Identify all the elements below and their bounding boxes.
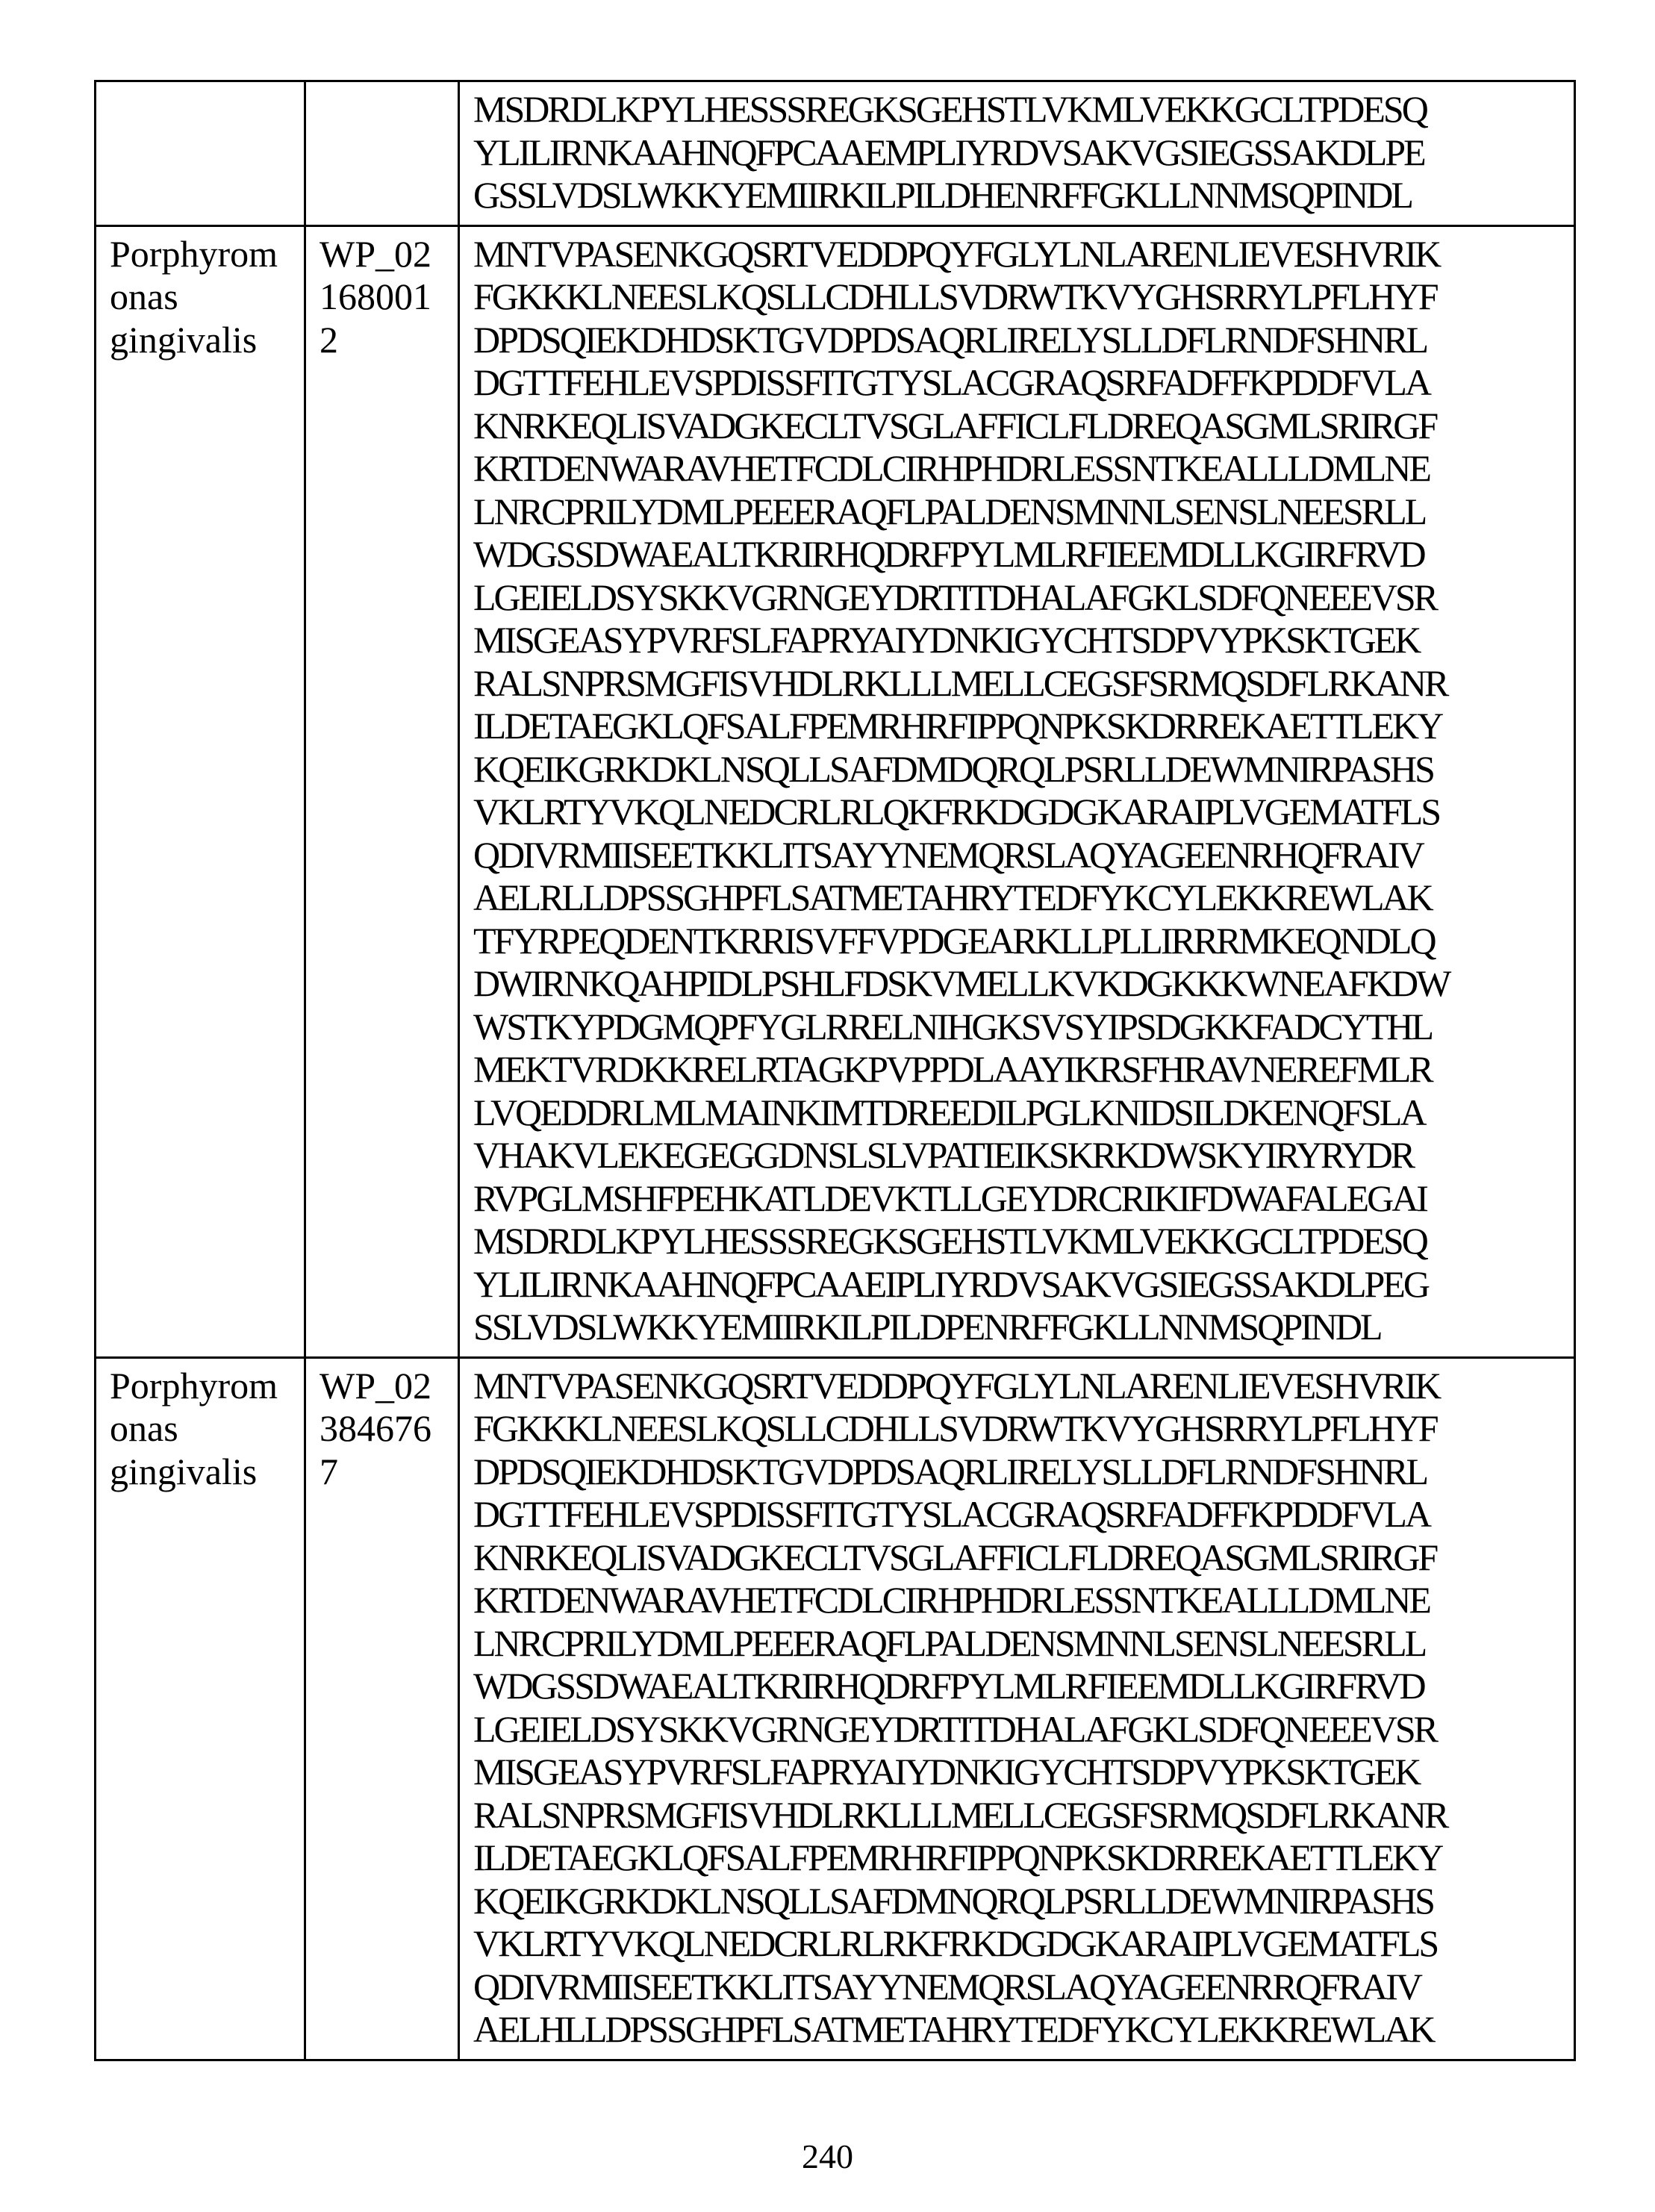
organism-line: onas: [110, 275, 304, 319]
sequence-cell: [459, 225, 1575, 1357]
accession-cell: [305, 225, 459, 1357]
sequence-line: DPDSQIEKDHDSKTGVDPDSAQRLIRELYSLLDFLRNDFSHNRL: [473, 319, 1574, 362]
table-row: [96, 225, 1575, 1357]
sequence-line: LGEIELDSYSKKVGRNGEYDRTITDHALAFGKLSDFQNEEEVSR: [473, 1708, 1574, 1751]
sequence-line: RVPGLMSHFPEHKATLDEVKTLLGEYDRCRIKIFDWAFALEGAI: [473, 1177, 1574, 1221]
sequence-table: [94, 80, 1576, 2061]
page-number: 240: [0, 2137, 1655, 2176]
sequence-line: KQEIKGRKDKLNSQLLSAFDMDQRQLPSRLLDEWMNIRPASHS: [473, 748, 1574, 791]
organism-line: gingivalis: [110, 1451, 304, 1494]
sequence-line: MEKTVRDKKRELRTAGKPVPPDLAAYIKRSFHRAVNEREFMLR: [473, 1048, 1574, 1091]
organism-line: onas: [110, 1407, 304, 1451]
accession-line: 168001: [320, 275, 458, 319]
sequence-line: VKLRTYVKQLNEDCRLRLRKFRKDGDGKARAIPLVGEMATFLS: [473, 1922, 1574, 1966]
sequence-line: MNTVPASENKGQSRTVEDDPQYFGLYLNLARENLIEVESHVRIK: [473, 233, 1574, 276]
accession-line: WP_02: [320, 233, 458, 276]
sequence-line: WDGSSDWAEALTKRIRHQDRFPYLMLRFIEEMDLLKGIRFRVD: [473, 533, 1574, 576]
organism-line: gingivalis: [110, 319, 304, 362]
sequence-line: ILDETAEGKLQFSALFPEMRHRFIPPQNPKSKDRREKAETTLEKY: [473, 705, 1574, 748]
organism-line: Porphyrom: [110, 233, 304, 276]
sequence-line: FGKKKLNEESLKQSLLCDHLLSVDRWTKVYGHSRRYLPFLHYF: [473, 275, 1574, 319]
sequence-line: MSDRDLKPYLHESSSREGKSGEHSTLVKMLVEKKGCLTPDESQ: [473, 88, 1574, 131]
sequence-line: KQEIKGRKDKLNSQLLSAFDMNQRQLPSRLLDEWMNIRPASHS: [473, 1880, 1574, 1923]
sequence-line: FGKKKLNEESLKQSLLCDHLLSVDRWTKVYGHSRRYLPFLHYF: [473, 1407, 1574, 1451]
accession-line: 7: [320, 1451, 458, 1494]
sequence-line: WSTKYPDGMQPFYGLRRELNIHGKSVSYIPSDGKKFADCYTHL: [473, 1006, 1574, 1049]
sequence-line: TFYRPEQDENTKRRISVFFVPDGEARKLLPLLIRRRMKEQNDLQ: [473, 920, 1574, 963]
organism-cell: [96, 225, 305, 1357]
sequence-line: LNRCPRILYDMLPEEERAQFLPALDENSMNNLSENSLNEESRLL: [473, 1622, 1574, 1666]
organism-cell: [96, 1357, 305, 2060]
sequence-line: MISGEASYPVRFSLFAPRYAIYDNKIGYCHTSDPVYPKSKTGEK: [473, 1751, 1574, 1794]
sequence-line: WDGSSDWAEALTKRIRHQDRFPYLMLRFIEEMDLLKGIRFRVD: [473, 1665, 1574, 1708]
sequence-line: AELRLLDPSSGHPFLSATMETAHRYTEDFYKCYLEKKREWLAK: [473, 876, 1574, 920]
accession-cell: [305, 1357, 459, 2060]
table-row: [96, 1357, 1575, 2060]
sequence-line: DGTTFEHLEVSPDISSFITGTYSLACGRAQSRFADFFKPDDFVLA: [473, 1493, 1574, 1536]
sequence-line: DPDSQIEKDHDSKTGVDPDSAQRLIRELYSLLDFLRNDFSHNRL: [473, 1451, 1574, 1494]
sequence-line: SSLVDSLWKKYEMIIRKILPILDPENRFFGKLLNNMSQPINDL: [473, 1306, 1574, 1349]
sequence-line: MISGEASYPVRFSLFAPRYAIYDNKIGYCHTSDPVYPKSKTGEK: [473, 619, 1574, 662]
organism-cell: [96, 81, 305, 226]
sequence-line: MNTVPASENKGQSRTVEDDPQYFGLYLNLARENLIEVESHVRIK: [473, 1365, 1574, 1408]
accession-cell: [305, 81, 459, 226]
organism-line: Porphyrom: [110, 1365, 304, 1408]
sequence-cell: [459, 1357, 1575, 2060]
sequence-line: MSDRDLKPYLHESSSREGKSGEHSTLVKMLVEKKGCLTPDESQ: [473, 1220, 1574, 1263]
sequence-line: LVQEDDRLMLMAINKIMTDREEDILPGLKNIDSILDKENQFSLA: [473, 1091, 1574, 1135]
sequence-table-body: [96, 81, 1575, 2060]
sequence-line: AELHLLDPSSGHPFLSATMETAHRYTEDFYKCYLEKKREWLAK: [473, 2008, 1574, 2051]
sequence-line: KNRKEQLISVADGKECLTVSGLAFFICLFLDREQASGMLSRIRGF: [473, 1536, 1574, 1580]
sequence-line: GSSLVDSLWKKYEMIIRKILPILDHENRFFGKLLNNMSQPINDL: [473, 174, 1574, 217]
sequence-line: KNRKEQLISVADGKECLTVSGLAFFICLFLDREQASGMLSRIRGF: [473, 405, 1574, 448]
accession-line: WP_02: [320, 1365, 458, 1408]
sequence-cell: [459, 81, 1575, 226]
sequence-line: KRTDENWARAVHETFCDLCIRHPHDRLESSNTKEALLLDMLNE: [473, 447, 1574, 490]
sequence-line: RALSNPRSMGFISVHDLRKLLLMELLCEGSFSRMQSDFLRKANR: [473, 662, 1574, 705]
sequence-line: LNRCPRILYDMLPEEERAQFLPALDENSMNNLSENSLNEESRLL: [473, 490, 1574, 534]
accession-line: 384676: [320, 1407, 458, 1451]
sequence-line: VKLRTYVKQLNEDCRLRLQKFRKDGDGKARAIPLVGEMATFLS: [473, 791, 1574, 834]
sequence-line: YLILIRNKAAHNQFPCAAEIPLIYRDVSAKVGSIEGSSAKDLPEG: [473, 1263, 1574, 1306]
accession-line: 2: [320, 319, 458, 362]
sequence-line: DGTTFEHLEVSPDISSFITGTYSLACGRAQSRFADFFKPDDFVLA: [473, 361, 1574, 405]
sequence-line: QDIVRMIISEETKKLITSAYYNEMQRSLAQYAGEENRHQFRAIV: [473, 834, 1574, 877]
sequence-line: DWIRNKQAHPIDLPSHLFDSKVMELLKVKDGKKKWNEAFKDW: [473, 962, 1574, 1006]
sequence-line: VHAKVLEKEGEGGDNSLSLVPATIEIKSKRKDWSKYIRYRYDR: [473, 1134, 1574, 1177]
sequence-line: KRTDENWARAVHETFCDLCIRHPHDRLESSNTKEALLLDMLNE: [473, 1579, 1574, 1622]
sequence-line: RALSNPRSMGFISVHDLRKLLLMELLCEGSFSRMQSDFLRKANR: [473, 1794, 1574, 1837]
sequence-line: YLILIRNKAAHNQFPCAAEMPLIYRDVSAKVGSIEGSSAKDLPE: [473, 131, 1574, 175]
sequence-line: LGEIELDSYSKKVGRNGEYDRTITDHALAFGKLSDFQNEEEVSR: [473, 576, 1574, 620]
sequence-line: ILDETAEGKLQFSALFPEMRHRFIPPQNPKSKDRREKAETTLEKY: [473, 1836, 1574, 1880]
sequence-line: QDIVRMIISEETKKLITSAYYNEMQRSLAQYAGEENRRQFRAIV: [473, 1966, 1574, 2009]
table-row: [96, 81, 1575, 226]
